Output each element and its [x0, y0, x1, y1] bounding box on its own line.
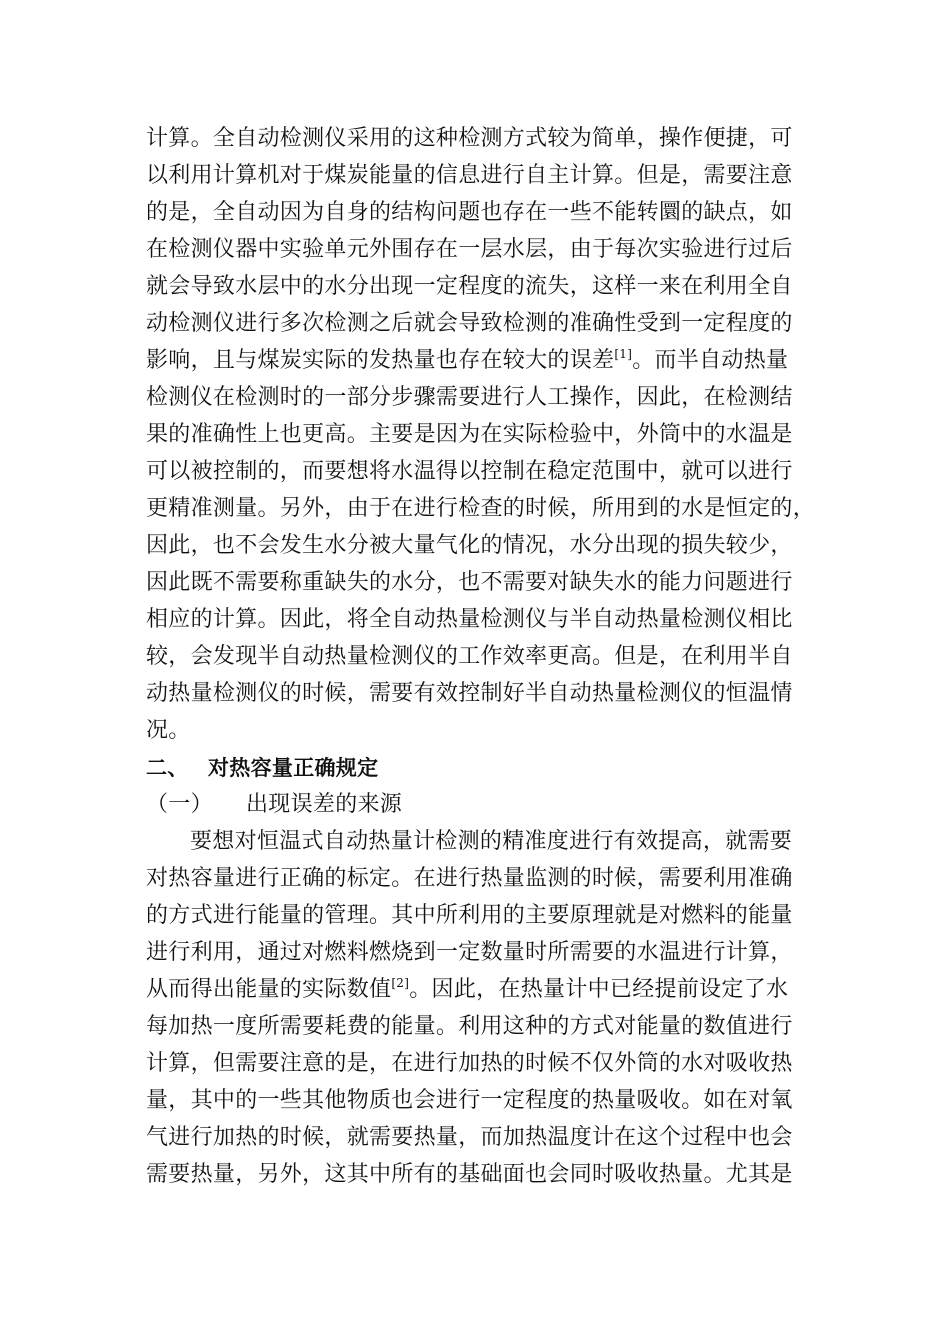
paragraph1-line: 可以被控制的，而要想将水温得以控制在稳定范围中，就可以进行 [146, 459, 793, 484]
paragraph2-line: 要想对恒温式自动热量计检测的精准度进行有效提高，就需要 [190, 829, 793, 854]
paragraph2-line: 需要热量，另外，这其中所有的基础面也会同时吸收热量。尤其是 [146, 1162, 793, 1187]
paragraph2-line: 气进行加热的时候，就需要热量，而加热温度计在这个过程中也会 [146, 1125, 793, 1150]
text: 影响，且与煤炭实际的发热量也存在较大的误差 [146, 348, 615, 373]
paragraph1-line: 动检测仪进行多次检测之后就会导致检测的准确性受到一定程度的 [146, 311, 793, 336]
paragraph1-line: 的是，全自动因为自身的结构问题也存在一些不能转圜的缺点，如 [146, 200, 793, 225]
paragraph1-line: 在检测仪器中实验单元外围存在一层水层，由于每次实验进行过后 [146, 237, 793, 262]
paragraph1-line: 因此既不需要称重缺失的水分，也不需要对缺失水的能力问题进行 [146, 570, 793, 595]
citation-ref: [2] [391, 976, 410, 990]
paragraph1-line: 果的准确性上也更高。主要是因为在实际检验中，外筒中的水温是 [146, 422, 793, 447]
paragraph1-line: 相应的计算。因此，将全自动热量检测仪与半自动热量检测仪相比 [146, 607, 793, 632]
paragraph1-line: 更精准测量。另外，由于在进行检查的时候，所用到的水是恒定的， [146, 496, 816, 521]
section-heading [146, 753, 826, 783]
paragraph2-line: 每加热一度所需要耗费的能量。利用这种的方式对能量的数值进行 [146, 1014, 793, 1039]
citation-ref: [1] [614, 347, 633, 361]
paragraph2-line: 进行利用，通过对燃料燃烧到一定数量时所需要的水温进行计算， [146, 940, 793, 965]
subsection-number: （一） [146, 792, 213, 817]
paragraph1-line: 动热量检测仪的时候，需要有效控制好半自动热量检测仪的恒温情 [146, 681, 793, 706]
paragraph1-line: 况。 [146, 718, 191, 743]
paragraph2-line-with-citation [146, 975, 826, 1005]
paragraph2-line: 对热容量进行正确的标定。在进行热量监测的时候，需要利用准确 [146, 866, 793, 891]
subsection-title: 出现误差的来源 [246, 792, 403, 817]
paragraph1-line: 因此，也不会发生水分被大量气化的情况，水分出现的损失较少， [146, 533, 793, 558]
text: 。而半自动热量 [632, 348, 789, 373]
paragraph1-line: 计算。全自动检测仪采用的这种检测方式较为简单，操作便捷，可 [146, 126, 793, 151]
paragraph1-line: 较，会发现半自动热量检测仪的工作效率更高。但是，在利用半自 [146, 644, 793, 669]
paragraph1-line: 检测仪在检测时的一部分步骤需要进行人工操作，因此，在检测结 [146, 385, 793, 410]
paragraph1-line: 就会导致水层中的水分出现一定程度的流失，这样一来在利用全自 [146, 274, 793, 299]
section-number: 二、 [146, 756, 189, 780]
text: 从而得出能量的实际数值 [146, 977, 392, 1002]
subsection-heading [146, 790, 826, 820]
text: 。因此，在热量计中已经提前设定了水 [409, 977, 789, 1002]
paragraph1-line: 以利用计算机对于煤炭能量的信息进行自主计算。但是，需要注意 [146, 163, 793, 188]
paragraph2-line: 的方式进行能量的管理。其中所利用的主要原理就是对燃料的能量 [146, 903, 793, 928]
paragraph1-line-with-citation [146, 346, 826, 376]
section-title: 对热容量正确规定 [208, 756, 379, 780]
paragraph2-line: 计算，但需要注意的是，在进行加热的时候不仅外筒的水对吸收热 [146, 1051, 793, 1076]
paragraph2-line: 量，其中的一些其他物质也会进行一定程度的热量吸收。如在对氧 [146, 1088, 793, 1113]
